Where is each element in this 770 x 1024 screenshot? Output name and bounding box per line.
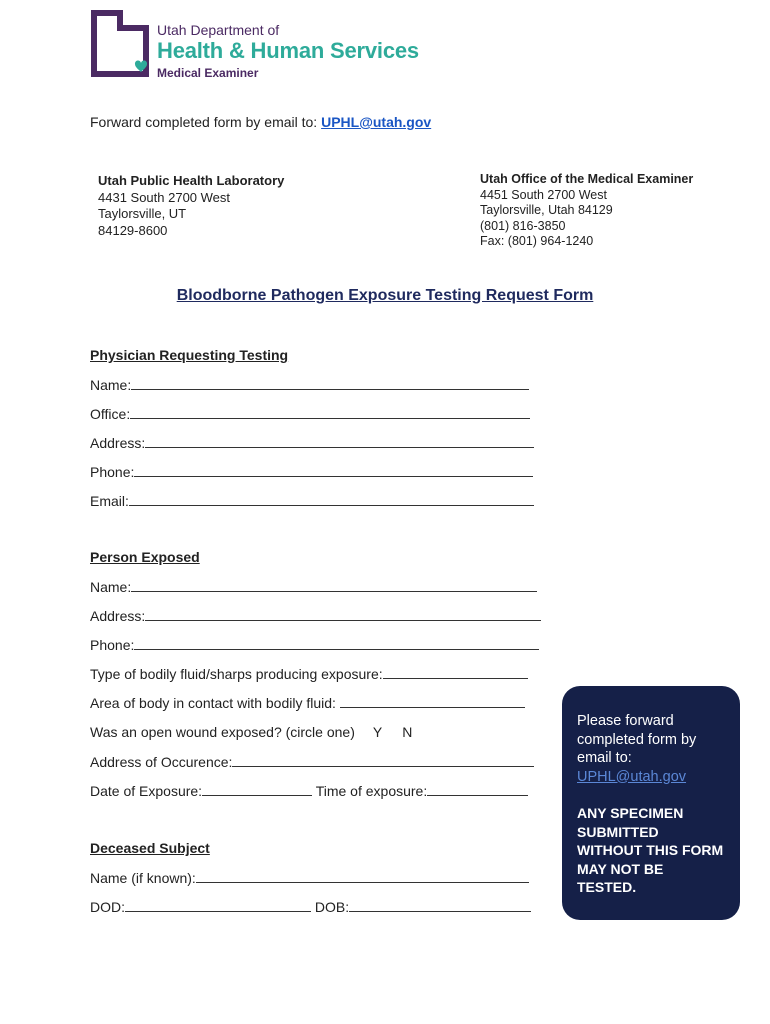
exposed-fluid-type-field[interactable] (90, 665, 528, 682)
callout-email-link[interactable]: UPHL@utah.gov (577, 768, 687, 785)
exposed-name-label: Name: (90, 579, 132, 595)
physician-email-label: Email: (90, 493, 129, 509)
exposed-occurrence-field[interactable] (90, 753, 534, 770)
callout-warning: ANY SPECIMEN SUBMITTED WITHOUT THIS FORM MAY NOT BE TESTED. (577, 805, 724, 895)
physician-address-blank[interactable] (145, 434, 534, 448)
exposed-phone-blank[interactable] (134, 636, 539, 650)
deceased-name-field[interactable] (90, 869, 529, 886)
deceased-dob-label: DOB: (311, 899, 350, 915)
lab-name: Utah Public Health Laboratory (98, 173, 285, 188)
ome-city: Taylorsville, Utah 84129 (480, 203, 613, 217)
exposed-occurrence-blank[interactable] (232, 753, 534, 767)
lab-address-block (98, 173, 284, 239)
logo-department-text: Utah Department of (157, 22, 280, 38)
utah-state-icon (90, 10, 152, 78)
ome-name: Utah Office of the Medical Examiner (480, 172, 694, 186)
exposed-body-area-blank[interactable] (340, 694, 525, 708)
exposed-address-field[interactable] (90, 607, 541, 624)
physician-phone-field[interactable] (90, 463, 533, 480)
physician-office-field[interactable] (90, 405, 530, 422)
ome-phone: (801) 816-3850 (480, 218, 566, 233)
exposed-name-field[interactable] (90, 578, 537, 595)
dhhs-logo (90, 10, 450, 82)
exposed-date-blank[interactable] (202, 782, 312, 796)
exposed-phone-field[interactable] (90, 636, 539, 653)
exposed-name-blank[interactable] (131, 578, 537, 592)
exposed-time-blank[interactable] (427, 782, 528, 796)
deceased-dob-blank[interactable] (349, 898, 531, 912)
deceased-name-label: Name (if known): (90, 870, 196, 886)
lab-zip: 84129-8600 (98, 222, 168, 238)
forward-email-link[interactable]: UPHL@utah.gov (321, 114, 432, 130)
exposed-phone-label: Phone: (90, 637, 135, 653)
exposed-fluid-type-blank[interactable] (383, 665, 528, 679)
exposed-address-blank[interactable] (145, 607, 541, 621)
physician-phone-label: Phone: (90, 464, 135, 480)
physician-section-heading: Physician Requesting Testing (90, 347, 289, 363)
physician-name-field[interactable] (90, 376, 529, 393)
physician-name-blank[interactable] (131, 376, 529, 390)
forward-callout-box (562, 686, 740, 920)
physician-address-field[interactable] (90, 434, 534, 451)
physician-email-field[interactable] (90, 492, 534, 509)
ome-fax: Fax: (801) 964-1240 (480, 234, 594, 248)
physician-name-label: Name: (90, 377, 132, 393)
exposed-section-heading: Person Exposed (90, 549, 200, 565)
callout-message: Please forward completed form by email to: (577, 713, 697, 766)
exposed-address-label: Address: (90, 608, 146, 624)
logo-agency-name: Health & Human Services (157, 38, 419, 63)
exposed-time-label: Time of exposure: (312, 783, 428, 799)
exposed-wound-question (90, 724, 412, 740)
lab-city: Taylorsville, UT (98, 206, 187, 221)
deceased-dates-field[interactable] (90, 898, 531, 915)
exposed-date-time-field[interactable] (90, 782, 528, 799)
forward-instruction (90, 114, 431, 130)
wound-yes-option[interactable]: Y (372, 724, 383, 740)
deceased-dod-label: DOD: (90, 899, 125, 915)
forward-text: Forward completed form by email to: (90, 114, 322, 130)
exposed-body-area-field[interactable] (90, 694, 525, 711)
physician-phone-blank[interactable] (134, 463, 533, 477)
wound-no-option[interactable]: N (402, 724, 413, 740)
exposed-date-label: Date of Exposure: (90, 783, 203, 799)
exposed-body-area-label: Area of body in contact with bodily fluid: (90, 695, 340, 711)
deceased-name-blank[interactable] (196, 869, 529, 883)
lab-street: 4431 South 2700 West (98, 189, 231, 205)
deceased-dod-blank[interactable] (125, 898, 311, 912)
physician-office-blank[interactable] (130, 405, 530, 419)
physician-email-blank[interactable] (129, 492, 534, 506)
ome-street: 4451 South 2700 West (480, 187, 607, 202)
form-title: Bloodborne Pathogen Exposure Testing Request Form (176, 287, 594, 304)
exposed-occurrence-label: Address of Occurence: (90, 754, 233, 770)
physician-address-label: Address: (90, 435, 146, 451)
exposed-fluid-type-label: Type of bodily fluid/sharps producing exposure: (90, 666, 383, 682)
physician-office-label: Office: (90, 406, 131, 422)
logo-division-text: Medical Examiner (157, 66, 259, 80)
exposed-wound-label: Was an open wound exposed? (circle one) (90, 724, 355, 740)
ome-address-block (480, 172, 693, 250)
deceased-section-heading: Deceased Subject (90, 840, 210, 856)
